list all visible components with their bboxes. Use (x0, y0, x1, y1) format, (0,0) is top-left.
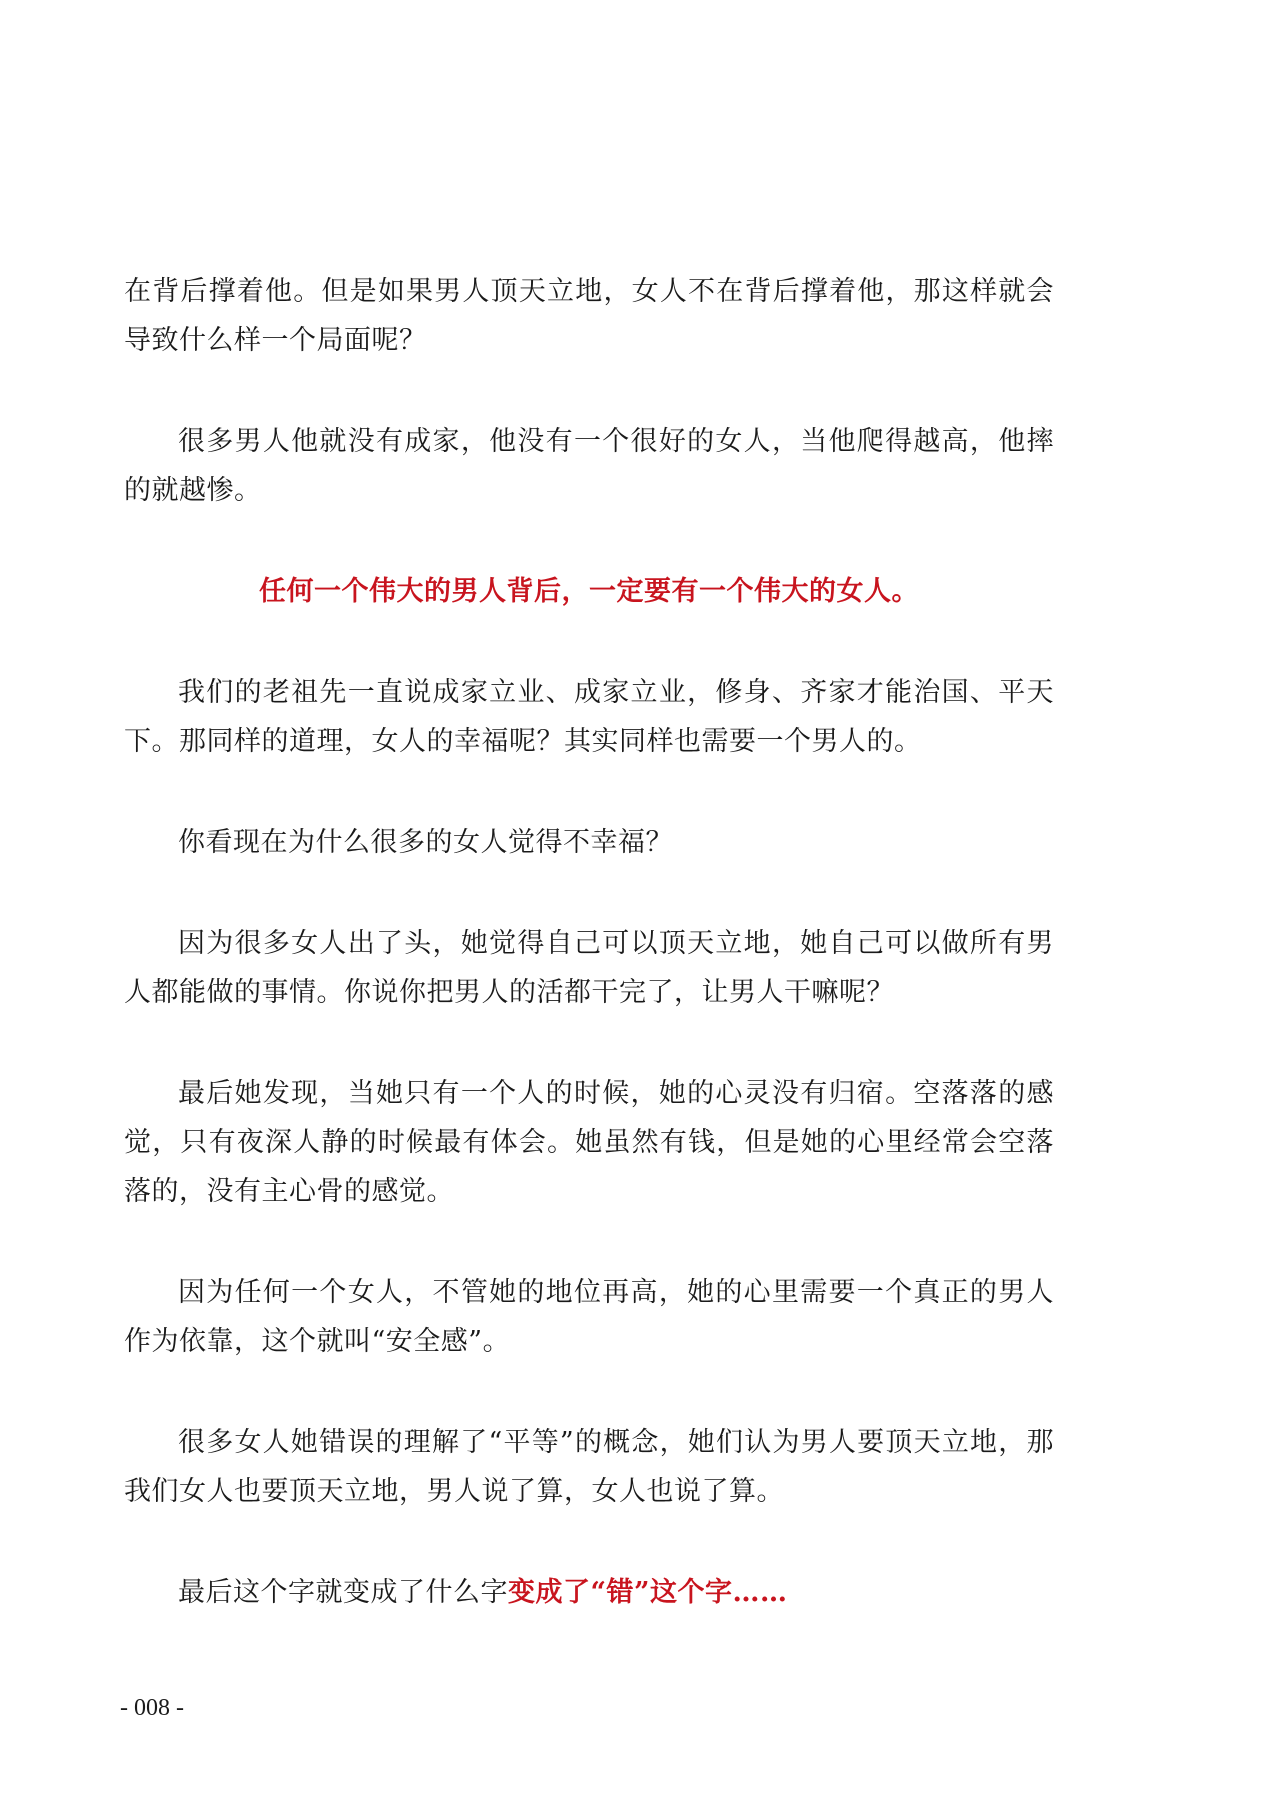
final-emphasis-text: 变成了“错”这个字…… (508, 1577, 788, 1608)
paragraph: 我们的老祖先一直说成家立业、成家立业，修身、齐家才能治国、平天下。那同样的道理，女人的幸福呢？其实同样也需要一个男人的。 (124, 677, 1054, 757)
paragraph: 很多女人她错误的理解了“平等”的概念，她们认为男人要顶天立地，那我们女人也要顶天立地，男人说了算，女人也说了算。 (124, 1427, 1054, 1507)
page-body (124, 267, 1054, 1669)
paragraph-continuation: 在背后撑着他。但是如果男人顶天立地，女人不在背后撑着他，那这样就会导致什么样一个局面呢？ (124, 276, 1054, 356)
paragraph-final (124, 1568, 1054, 1617)
paragraph: 你看现在为什么很多的女人觉得不幸福？ (178, 827, 673, 858)
paragraph: 很多男人他就没有成家，他没有一个很好的女人，当他爬得越高，他摔的就越惨。 (124, 426, 1054, 506)
paragraph: 因为任何一个女人，不管她的地位再高，她的心里需要一个真正的男人作为依靠，这个就叫“安全感”。 (124, 1277, 1054, 1357)
paragraph: 因为很多女人出了头，她觉得自己可以顶天立地，她自己可以做所有男人都能做的事情。你说你把男人的活都干完了，让男人干嘛呢？ (124, 928, 1054, 1008)
final-plain-text: 最后这个字就变成了什么字 (178, 1577, 508, 1608)
highlight-quote: 任何一个伟大的男人背后，一定要有一个伟大的女人。 (259, 576, 919, 607)
page-number: - 008 - (120, 1695, 184, 1721)
paragraph: 最后她发现，当她只有一个人的时候，她的心灵没有归宿。空落落的感觉，只有夜深人静的时候最有体会。她虽然有钱，但是她的心里经常会空落落的，没有主心骨的感觉。 (124, 1078, 1054, 1207)
